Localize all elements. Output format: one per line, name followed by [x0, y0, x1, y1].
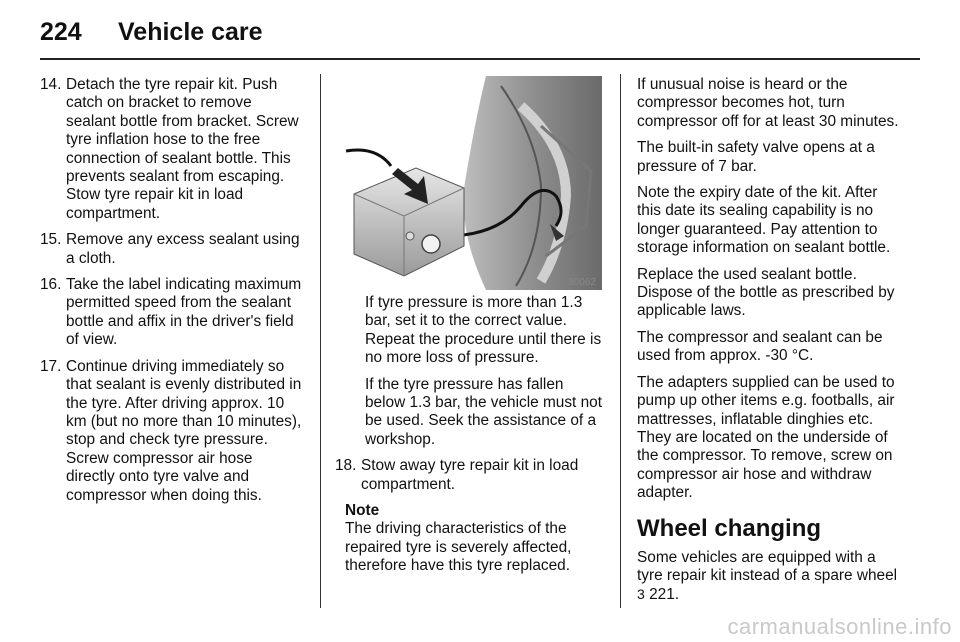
step-text: Continue driving immediately so that sealant is evenly distributed in the tyre. After driving approx. 10 km (but no more than 10 minutes), stop and check tyre pressure. Screw compressor air hose directly onto tyre valve and compressor when doing this. — [66, 357, 302, 504]
step-17 — [40, 358, 302, 505]
step-number: 17. — [40, 357, 62, 375]
paragraph — [637, 549, 905, 605]
step-number: 18. — [335, 457, 357, 475]
step-text: Take the label indicating maximum permitted speed from the sealant bottle and affix in the driver's field of view. — [66, 276, 302, 349]
section-heading: Wheel changing — [637, 514, 822, 542]
section-title: Vehicle care — [118, 18, 263, 46]
step-number: 14. — [40, 76, 62, 93]
step-16 — [40, 276, 302, 350]
column-3 — [637, 76, 905, 613]
step-text: Remove any excess sealant using a cloth. — [66, 231, 300, 267]
step-text: Stow away tyre repair kit in load compartment. — [361, 457, 579, 493]
page-reference-link[interactable]: 221. — [644, 586, 680, 604]
paragraph: The adapters supplied can be used to pump up other items e.g. footballs, air mattresses, inflatable dinghies etc. They are located on the underside of the compressor. To remove, screw on compressor air hose and withdraw adapter. — [637, 373, 895, 502]
step-number: 16. — [40, 276, 62, 294]
page-reference-arrow: 3 — [637, 586, 645, 603]
page-number: 224 — [40, 18, 82, 46]
column-divider-2 — [620, 74, 621, 608]
step-18 — [335, 457, 607, 494]
header-rule — [40, 58, 920, 60]
paragraph: If the tyre pressure has fallen below 1.3 bar, the vehicle must not be used. Seek the assistance of a workshop. — [365, 375, 602, 448]
paragraph: The compressor and sealant can be used from approx. -30 °C. — [637, 328, 883, 365]
paragraph: The built-in safety valve opens at a pressure of 7 bar. — [637, 139, 875, 175]
column-1 — [40, 76, 302, 513]
note-text: The driving characteristics of the repaired tyre is severely affected, therefore have this tyre replaced. — [345, 520, 572, 575]
step-text: Detach the tyre repair kit. Push catch on bracket to remove sealant bottle from bracket. Screw tyre inflation hose to the free connection of sealant bottle. This prevents sealant from escaping. Stow tyre repair kit in load compartment. — [66, 76, 299, 222]
paragraph: If unusual noise is heard or the compressor becomes hot, turn compressor off for at least 30 minutes. — [637, 76, 899, 130]
step-14 — [40, 76, 302, 223]
step-number: 15. — [40, 231, 62, 249]
compressor-illustration — [336, 76, 602, 290]
paragraph: Replace the used sealant bottle. Dispose of the bottle as prescribed by applicable laws. — [637, 265, 895, 320]
note-label: Note — [345, 502, 380, 520]
watermark: carmanualsonline.info — [727, 614, 952, 639]
paragraph-text: Some vehicles are equipped with a tyre repair kit instead of a spare wheel — [637, 548, 898, 584]
step-15 — [40, 231, 302, 268]
paragraph: If tyre pressure is more than 1.3 bar, set it to the correct value. Repeat the procedure until there is no more loss of pressure. — [365, 294, 602, 367]
compressor-drawing — [336, 76, 602, 290]
column-divider-1 — [320, 74, 321, 608]
paragraph: Note the expiry date of the kit. After this date its sealing capability is no longer guaranteed. Pay attention to storage information on sealant bottle. — [637, 184, 891, 257]
page-header — [40, 14, 920, 54]
figure-code: 30062 — [568, 277, 596, 288]
column-2 — [335, 294, 607, 584]
